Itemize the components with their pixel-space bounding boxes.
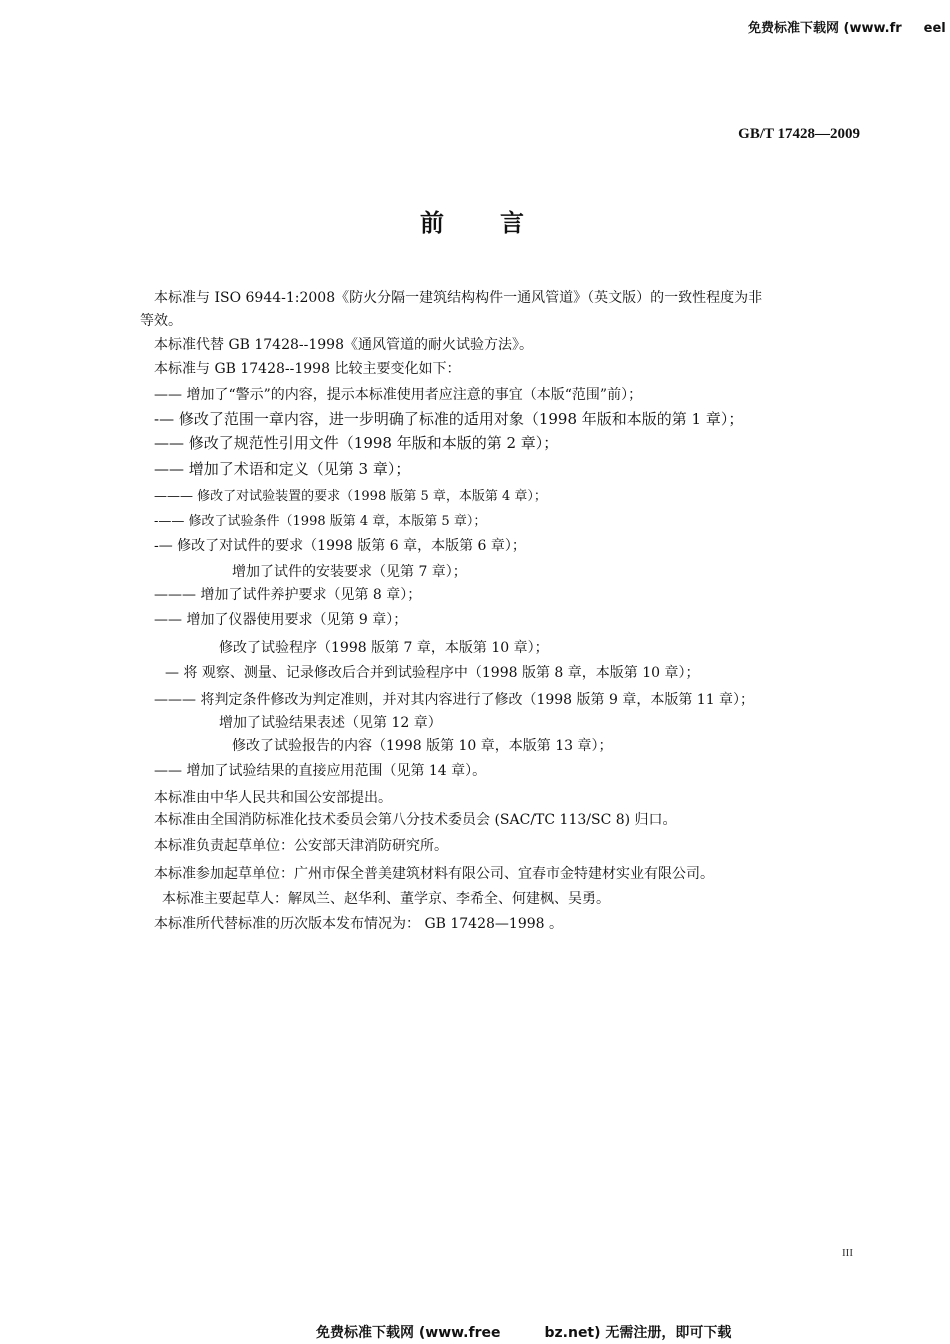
- body-line: 增加了试件的安装要求（见第 7 章）；: [232, 564, 467, 580]
- body-line: ——— 增加了试件养护要求（见第 8 章）；: [154, 587, 422, 603]
- body-line: 本标准由全国消防标准化技术委员会第八分技术委员会 (SAC/TC 113/SC 8) 归口。: [154, 812, 677, 828]
- body-line: 本标准参加起草单位：广州市保全普美建筑材料有限公司、宜春市金特建材实业有限公司。: [154, 866, 714, 882]
- body-line: -—— 修改了试验条件（1998 版第 4 章，本版第 5 章）；: [154, 514, 487, 529]
- bottom-banner-text-a: 免费标准下载网 (www.free: [316, 1325, 501, 1341]
- body-line: ——— 将判定条件修改为判定准则，并对其内容进行了修改（1998 版第 9 章，本版第 11 章）；: [154, 692, 755, 708]
- body-line: —— 增加了术语和定义（见第 3 章）；: [154, 460, 411, 478]
- body-line: —— 增加了仪器使用要求（见第 9 章）；: [154, 612, 408, 628]
- body-line: —— 增加了试验结果的直接应用范围（见第 14 章）。: [154, 763, 487, 779]
- body-line: 本标准主要起草人：解凤兰、赵华利、董学京、李希全、何建枫、吴勇。: [162, 891, 610, 907]
- body-line: 本标准与 GB 17428--1998 比较主要变化如下：: [154, 361, 461, 377]
- body-line: 本标准负责起草单位：公安部天津消防研究所。: [154, 838, 448, 854]
- page-number: III: [842, 1247, 853, 1259]
- body-line: -— 修改了对试件的要求（1998 版第 6 章，本版第 6 章）；: [154, 538, 526, 554]
- body-line: 本标准由中华人民共和国公安部提出。: [154, 790, 392, 806]
- bottom-download-banner: [316, 1322, 731, 1342]
- top-banner-text-a: 免费标准下载网 (www.fr: [748, 21, 902, 36]
- body-line: 等效。: [140, 313, 182, 329]
- top-banner-text-b: eel: [923, 21, 946, 36]
- body-line: 修改了试验报告的内容（1998 版第 10 章，本版第 13 章）；: [232, 738, 613, 754]
- body-line: — 将 观察、测量、记录修改后合并到试验程序中（1998 版第 8 章，本版第 10 章）；: [165, 665, 700, 681]
- standard-number: GB/T 17428—2009: [738, 126, 860, 142]
- body-line: 本标准所代替标准的历次版本发布情况为： GB 17428—1998 。: [154, 916, 563, 932]
- bottom-banner-text-b: bz.net) 无需注册，即可下载: [544, 1325, 732, 1341]
- top-download-banner: [748, 17, 946, 36]
- body-line: -— 修改了范围一章内容，进一步明确了标准的适用对象（1998 年版和本版的第 1 章）；: [154, 410, 744, 428]
- page-title: 前言: [420, 209, 580, 237]
- body-line: 增加了试验结果表述（见第 12 章）: [219, 715, 442, 731]
- body-line: 修改了试验程序（1998 版第 7 章，本版第 10 章）；: [219, 640, 549, 656]
- body-line: ——— 修改了对试验装置的要求（1998 版第 5 章，本版第 4 章）；: [154, 489, 547, 504]
- body-line: 本标准与 ISO 6944-1:2008《防火分隔一建筑结构构件一通风管道》（英文版）的一致性程度为非: [154, 290, 763, 306]
- body-line: —— 增加了“警示”的内容，提示本标准使用者应注意的事宜（本版“范围”前）；: [154, 387, 643, 403]
- body-line: 本标准代替 GB 17428--1998《通风管道的耐火试验方法》。: [154, 337, 533, 353]
- body-line: —— 修改了规范性引用文件（1998 年版和本版的第 2 章）；: [154, 434, 559, 452]
